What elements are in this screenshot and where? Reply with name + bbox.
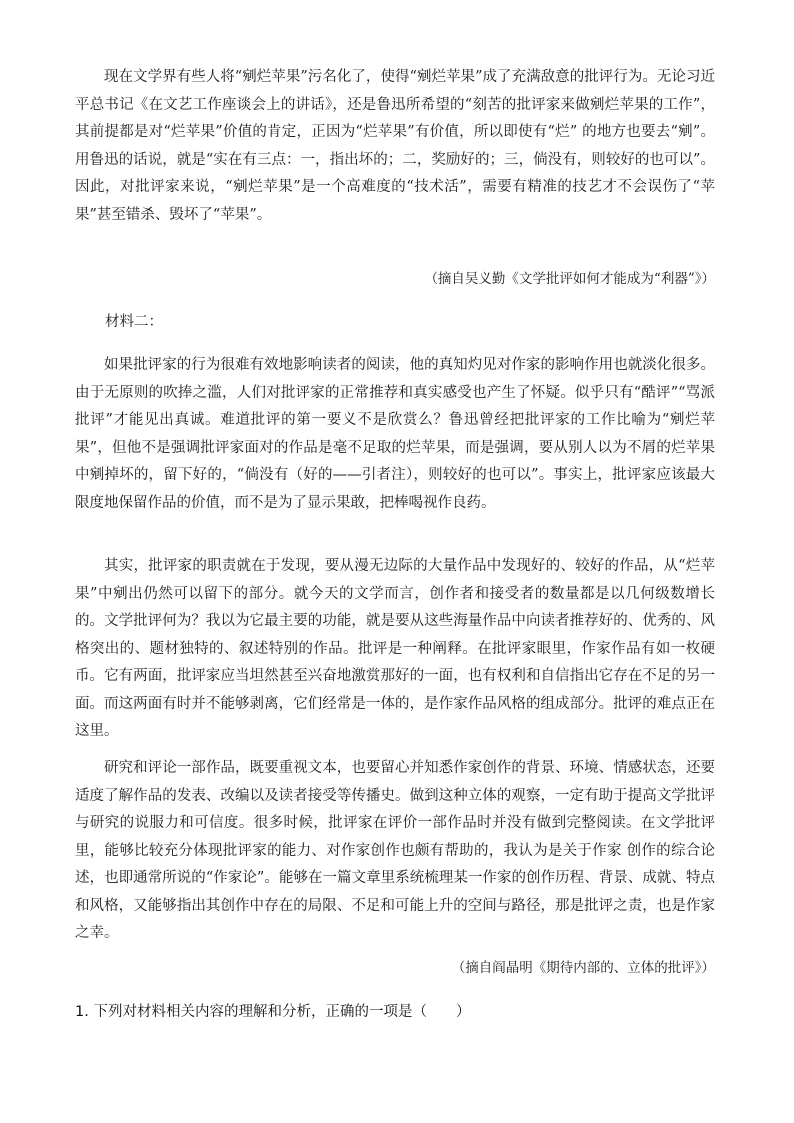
material1-paragraph: 现在文学界有些人将“剜烂苹果”污名化了，使得“剜烂苹果”成了充满敌意的批评行为。无论习近平总书记《在文艺工作座谈会上的讲话》，还是鲁迅所希望的“刻苦的批评家来做剜烂苹果的工作”，其前提都是对“烂苹果”价值的肯定，正因为“烂苹果”有价值，所以即使有“烂” 的地方也要去“剜”。用鲁迅的话说，就是“实在有三点：一，指出坏的；二，奖励好的；三，倘没有，则较好的也可以”。因此，对批评家来说，“剜烂苹果”是一个高难度的“技术活”，需要有精准的技艺才不会误伤了“苹果”甚至错杀、毁坏了“苹果”。: [75, 69, 715, 223]
material2-paragraph-3: 研究和评论一部作品，既要重视文本，也要留心并知悉作家创作的背景、环境、情感状态，还要适度了解作品的发表、改编以及读者接受等传播史。做到这种立体的观察，一定有助于提高文学批评与研究的说服力和可信度。很多时候，批评家在评价一部作品时并没有做到完整阅读。在文学批评里，能够比较充分体现批评家的能力、对作家创作也颇有帮助的，我认为是关于作家 创作的综合论述，也即通常所说的“作家论”。能够在一篇文章里系统梳理某一作家的创作历程、背景、成就、特点和风格，又能够指出其创作中存在的局限、不足和可能上升的空间与路径，那是批评之责，也是作家之幸。: [75, 760, 715, 941]
material2-heading: 材料二：: [105, 314, 163, 330]
material2-source: （摘自阎晶明《期待内部的、立体的批评》）: [451, 960, 715, 976]
material1-source: （摘自吴义勤《文学批评如何才能成为“利器”》）: [424, 271, 715, 287]
material2-paragraph-2: 其实，批评家的职责就在于发现，要从漫无边际的大量作品中发现好的、较好的作品，从“烂苹果”中剜出仍然可以留下的部分。就今天的文学而言，创作者和接受者的数量都是以几何级数增长的。文学批评何为？我以为它最主要的功能，就是要从这些海量作品中向读者推荐好的、优秀的、风格突出的、题材独特的、叙述特别的作品。批评是一种阐释。在批评家眼里，作家作品有如一枚硬币。它有两面，批评家应当坦然甚至兴奋地激赏那好的一面，也有权利和自信指出它存在不足的另一面。而这两面有时并不能够剥离，它们经常是一体的，是作家作品风格的组成部分。批评的难点正在这里。: [75, 558, 715, 739]
material2-paragraph-1: 如果批评家的行为很难有效地影响读者的阅读，他的真知灼见对作家的影响作用也就淡化很多。由于无原则的吹捧之滥，人们对批评家的正常推荐和真实感受也产生了怀疑。似乎只有“酷评”“骂派批评”才能见出真诚。难道批评的第一要义不是欣赏么？鲁迅曾经把批评家的工作比喻为“剜烂苹果”，但他不是强调批评家面对的作品是毫不足取的烂苹果，而是强调，要从别人以为不屑的烂苹果中剜掉坏的，留下好的，“倘没有（好的——引者注），则较好的也可以”。事实上，批评家应该最大限度地保留作品的价值，而不是为了显示果敢，把棒喝视作良药。: [75, 357, 715, 511]
question-1: 1. 下列对材料相关内容的理解和分析，正确的一项是（ ）: [75, 1004, 471, 1020]
